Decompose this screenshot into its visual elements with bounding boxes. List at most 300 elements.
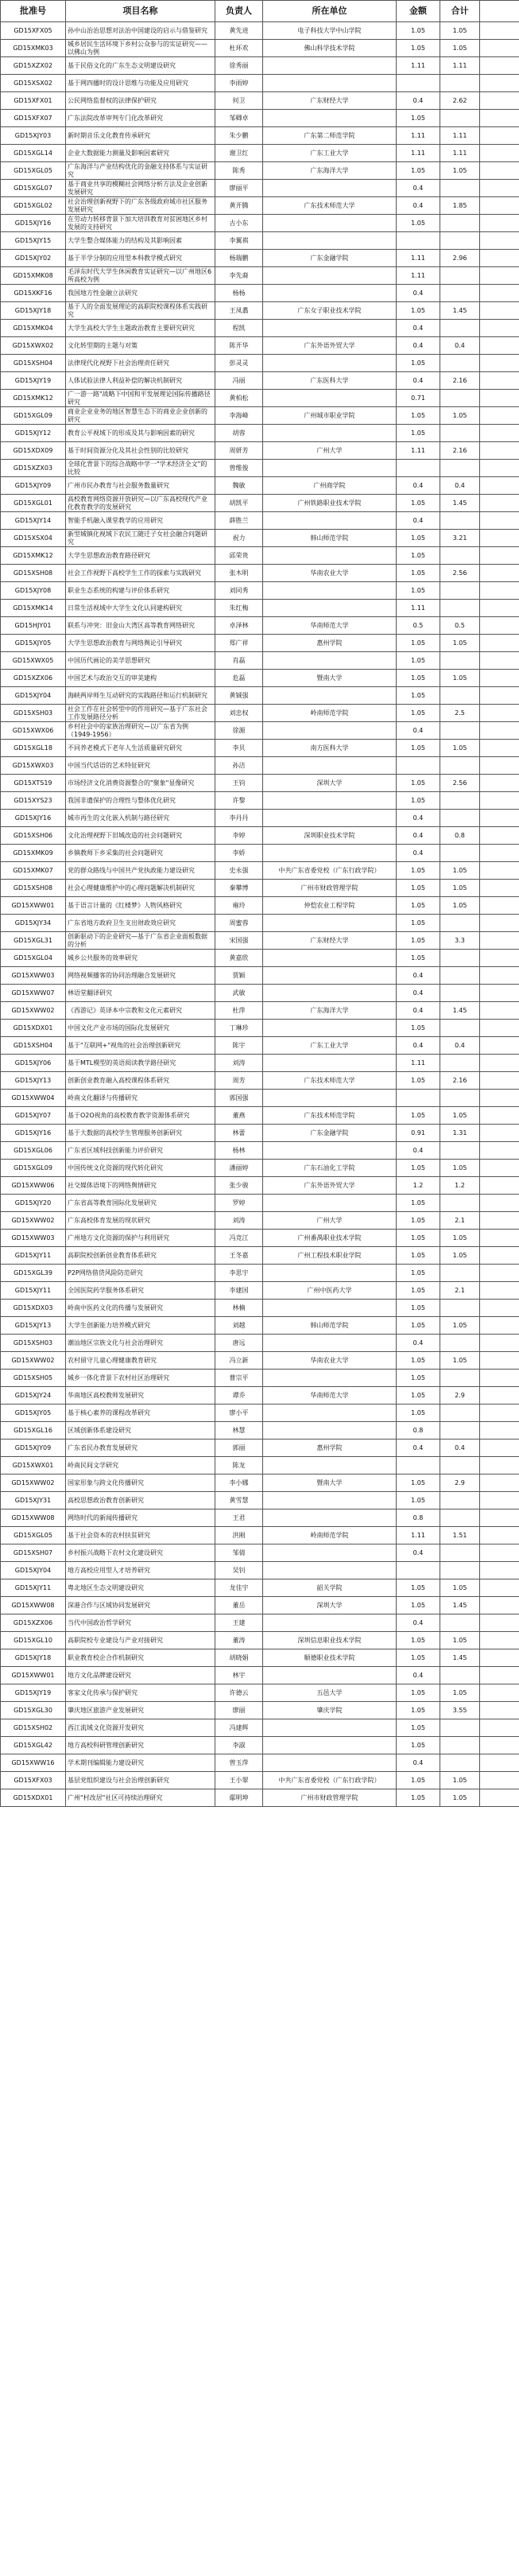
project-name: 职业教育校企合作机制研究 — [66, 1649, 215, 1667]
table-row — [1, 180, 519, 197]
table-row — [1, 1562, 519, 1579]
project-unit: 广东女子职业技术学院 — [263, 302, 397, 320]
project-unit — [263, 1737, 397, 1754]
project-person: 郭丽 — [215, 1440, 263, 1457]
project-unit: 惠州学院 — [263, 1440, 397, 1457]
project-unit — [263, 1457, 397, 1474]
project-code: GD15XWX02 — [1, 337, 66, 355]
project-unit — [263, 1055, 397, 1072]
project-person: 杜环欢 — [215, 40, 263, 57]
project-total: 1.11 — [440, 57, 480, 75]
project-name: 大学生高校大学生主题政治教育主要研究研究 — [66, 320, 215, 337]
table-row — [1, 1457, 519, 1474]
project-total: 1.05 — [440, 670, 480, 687]
project-total: 1.45 — [440, 1597, 480, 1614]
blank-cell — [480, 530, 519, 547]
project-unit: 广东金融学院 — [263, 1125, 397, 1142]
project-code: GD15XDX01 — [1, 1789, 66, 1807]
project-amount: 1.05 — [397, 1474, 440, 1492]
project-total: 2.16 — [440, 442, 480, 460]
project-amount: 1.05 — [397, 1072, 440, 1090]
project-unit: 广州城市职业学院 — [263, 407, 397, 425]
project-name: 不同养老模式下老年人生活质量研究研究 — [66, 740, 215, 757]
project-person: 黄柏松 — [215, 390, 263, 407]
project-person: 李翼祺 — [215, 232, 263, 250]
project-amount: 1.05 — [397, 775, 440, 792]
table-row — [1, 512, 519, 530]
project-total — [440, 810, 480, 827]
project-amount: 1.05 — [397, 652, 440, 670]
blank-cell — [480, 1492, 519, 1509]
project-unit — [263, 1335, 397, 1352]
project-total: 2.56 — [440, 565, 480, 582]
project-code: GD15XYS23 — [1, 792, 66, 810]
table-row — [1, 1614, 519, 1632]
project-total: 1.05 — [440, 1317, 480, 1335]
blank-cell — [480, 1649, 519, 1667]
project-total — [440, 1737, 480, 1754]
project-code: GD15XJY08 — [1, 582, 66, 600]
project-total: 1.11 — [440, 145, 480, 162]
project-amount: 1.05 — [397, 1247, 440, 1265]
project-total: 1.45 — [440, 495, 480, 512]
table-row — [1, 250, 519, 267]
project-person: 廖小平 — [215, 1405, 263, 1422]
blank-cell — [480, 1125, 519, 1142]
project-code: GD15XWW02 — [1, 1352, 66, 1370]
project-amount: 1.05 — [397, 792, 440, 810]
project-name: 高职院校创新创业教育体系研究 — [66, 1247, 215, 1265]
project-unit: 广东外语外贸大学 — [263, 1177, 397, 1195]
table-row — [1, 145, 519, 162]
project-amount: 1.05 — [397, 1737, 440, 1754]
project-name: 海峡两岸师生互动研究的实践路径和运行机制研究 — [66, 687, 215, 705]
project-total — [440, 757, 480, 775]
project-person: 黄铖强 — [215, 687, 263, 705]
project-total: 3.55 — [440, 1702, 480, 1719]
project-name: 广东省高等教育国际化发展研究 — [66, 1195, 215, 1212]
project-unit: 广东海洋大学 — [263, 162, 397, 180]
project-name: 中国当代话语的艺术特征研究 — [66, 757, 215, 775]
header-blank — [480, 1, 519, 22]
project-name: 法律现代化视野下社会治理责任研究 — [66, 355, 215, 372]
project-person: 唐远 — [215, 1335, 263, 1352]
project-name: 区域创新体系建设研究 — [66, 1422, 215, 1440]
table-row — [1, 1300, 519, 1317]
blank-cell — [480, 932, 519, 950]
blank-cell — [480, 495, 519, 512]
project-total — [440, 547, 480, 565]
project-name: 网络视频播客的协同治理融合发展研究 — [66, 967, 215, 985]
blank-cell — [480, 1387, 519, 1405]
project-person: 陈宇 — [215, 1037, 263, 1055]
blank-cell — [480, 1562, 519, 1579]
project-unit — [263, 1195, 397, 1212]
blank-cell — [480, 967, 519, 985]
blank-cell — [480, 722, 519, 740]
project-name: 高校思想政治教育创新研究 — [66, 1492, 215, 1509]
project-name: 新型城镇化视域下农民工随迁子女社会融合问题研究 — [66, 530, 215, 547]
table-row — [1, 1719, 519, 1737]
project-person: 许德云 — [215, 1684, 263, 1702]
project-amount: 1.05 — [397, 162, 440, 180]
project-unit: 广东工业大学 — [263, 1037, 397, 1055]
project-person: 杨杨 — [215, 285, 263, 302]
project-code: GD15XJY04 — [1, 1562, 66, 1579]
project-total: 1.05 — [440, 1352, 480, 1370]
project-unit: 韶关学院 — [263, 1579, 397, 1597]
table-row — [1, 302, 519, 320]
project-code: GD15XMK12 — [1, 547, 66, 565]
blank-cell — [480, 1667, 519, 1684]
project-total: 1.05 — [440, 1160, 480, 1177]
project-person: 林蕾 — [215, 1125, 263, 1142]
project-code: GD15XJY02 — [1, 250, 66, 267]
project-code: GD15XJY19 — [1, 372, 66, 390]
project-total — [440, 390, 480, 407]
project-amount: 1.11 — [397, 250, 440, 267]
project-amount: 0.4 — [397, 1754, 440, 1772]
project-unit — [263, 547, 397, 565]
project-amount: 1.05 — [397, 1300, 440, 1317]
blank-cell — [480, 1142, 519, 1160]
project-person: 王君 — [215, 1509, 263, 1527]
blank-cell — [480, 1614, 519, 1632]
project-code: GD15XGL06 — [1, 1142, 66, 1160]
project-name: 林语堂翻译研究 — [66, 985, 215, 1002]
project-name: 学术期刊编辑能力建设研究 — [66, 1754, 215, 1772]
project-amount: 1.11 — [397, 442, 440, 460]
project-unit — [263, 600, 397, 617]
project-person: 冯竞江 — [215, 1230, 263, 1247]
project-amount: 1.11 — [397, 1055, 440, 1072]
project-unit — [263, 1509, 397, 1527]
project-name: 基于MTL模型的英语阅读教学路径研究 — [66, 1055, 215, 1072]
project-total — [440, 285, 480, 302]
project-code: GD15XJY03 — [1, 127, 66, 145]
project-amount: 1.05 — [397, 932, 440, 950]
project-unit — [263, 180, 397, 197]
project-unit — [263, 1562, 397, 1579]
project-code: GD15XJY16 — [1, 1125, 66, 1142]
project-person: 李思宇 — [215, 1265, 263, 1282]
table-row — [1, 425, 519, 442]
project-person: 刘同秀 — [215, 582, 263, 600]
project-name: 城乡公共服务的效率研究 — [66, 950, 215, 967]
table-row — [1, 1352, 519, 1370]
table-row — [1, 1265, 519, 1282]
table-row — [1, 687, 519, 705]
project-name: 全球化背景下的综合战略中学一"学术经济全文"的比较 — [66, 460, 215, 477]
project-person: 王建 — [215, 1614, 263, 1632]
project-name: 肇庆地区旅游产业发展研究 — [66, 1702, 215, 1719]
table-row — [1, 897, 519, 915]
project-amount: 1.11 — [397, 127, 440, 145]
blank-cell — [480, 1317, 519, 1335]
table-row — [1, 1090, 519, 1107]
project-code: GD15XJY16 — [1, 810, 66, 827]
project-person: 陈秀 — [215, 162, 263, 180]
project-name: 中国历代画论的美学思想研究 — [66, 652, 215, 670]
project-person: 黄先进 — [215, 22, 263, 40]
project-code: GD15XSH04 — [1, 1037, 66, 1055]
project-unit — [263, 967, 397, 985]
table-row — [1, 1632, 519, 1649]
project-name: 深港合作与区域协同发展研究 — [66, 1597, 215, 1614]
project-code: GD15XJY14 — [1, 512, 66, 530]
project-person: 杨林 — [215, 1142, 263, 1160]
project-person: 丁琳珍 — [215, 1020, 263, 1037]
project-amount: 1.05 — [397, 670, 440, 687]
blank-cell — [480, 1474, 519, 1492]
project-total: 1.45 — [440, 302, 480, 320]
project-person: 魏敏 — [215, 477, 263, 495]
blank-cell — [480, 1579, 519, 1597]
project-name: 社会治理创新视野下的广东各级政府城市社区服务发展研究 — [66, 197, 215, 215]
project-code: GD15XWW07 — [1, 985, 66, 1002]
project-amount: 1.05 — [397, 547, 440, 565]
project-unit: 肇庆学院 — [263, 1702, 397, 1719]
project-person: 李建国 — [215, 1282, 263, 1300]
project-unit — [263, 810, 397, 827]
project-person: 陈开华 — [215, 337, 263, 355]
project-unit: 广州铁路职业技术学院 — [263, 495, 397, 512]
project-amount: 0.4 — [397, 285, 440, 302]
project-name: 城乡居民生活环境下乡村公众参与的实证研究——以佛山为例 — [66, 40, 215, 57]
project-unit — [263, 652, 397, 670]
blank-cell — [480, 1370, 519, 1387]
project-code: GD15XDX03 — [1, 1300, 66, 1317]
project-name: 大学生思想政治教育路径研究 — [66, 547, 215, 565]
project-unit: 仲恺农业工程学院 — [263, 897, 397, 915]
project-name: 毛泽东时代大学生休闲教育实证研究—以广州地区6所高校为例 — [66, 267, 215, 285]
project-name: 基于社会资本的农村扶贫研究 — [66, 1527, 215, 1544]
project-name: 商业企业业务的地区智慧生态下的商业企业创新的研究 — [66, 407, 215, 425]
project-unit — [263, 285, 397, 302]
blank-cell — [480, 1632, 519, 1649]
project-total: 1.05 — [440, 1579, 480, 1597]
project-code: GD15XGL05 — [1, 1527, 66, 1544]
project-total: 2.1 — [440, 1282, 480, 1300]
blank-cell — [480, 320, 519, 337]
table-row — [1, 845, 519, 862]
project-code: GD15XTS19 — [1, 775, 66, 792]
blank-cell — [480, 985, 519, 1002]
project-total — [440, 1055, 480, 1072]
project-unit: 广东技术师范大学 — [263, 1072, 397, 1090]
table-row — [1, 740, 519, 757]
project-total: 2.16 — [440, 372, 480, 390]
project-total: 1.05 — [440, 162, 480, 180]
blank-cell — [480, 617, 519, 635]
project-code: GD15XWW16 — [1, 1754, 66, 1772]
project-code: GD15XMK14 — [1, 600, 66, 617]
table-row — [1, 75, 519, 92]
project-total — [440, 1667, 480, 1684]
project-unit — [263, 757, 397, 775]
blank-cell — [480, 285, 519, 302]
project-unit: 岭南师范学院 — [263, 705, 397, 722]
project-amount: 1.11 — [397, 600, 440, 617]
project-amount — [397, 757, 440, 775]
project-person: 冯立新 — [215, 1352, 263, 1370]
project-unit — [263, 1492, 397, 1509]
project-amount: 0.4 — [397, 477, 440, 495]
project-unit: 广州大学 — [263, 442, 397, 460]
project-total: 1.11 — [440, 127, 480, 145]
project-person: 李娇 — [215, 845, 263, 862]
project-person: 王凤翥 — [215, 302, 263, 320]
table-row — [1, 1579, 519, 1597]
project-total: 3.3 — [440, 932, 480, 950]
project-name: 乡镇教师下乡采集的社会问题研究 — [66, 845, 215, 862]
project-code: GD15XSH05 — [1, 1370, 66, 1387]
table-row — [1, 1125, 519, 1142]
project-code: GD15XSH06 — [1, 827, 66, 845]
project-name: 党的群众路线与中国共产党执政能力建设研究 — [66, 862, 215, 880]
project-person: 徐秀丽 — [215, 57, 263, 75]
project-code: GD15XWW01 — [1, 1667, 66, 1684]
project-amount: 1.05 — [397, 1387, 440, 1405]
project-code: GD15XMK03 — [1, 40, 66, 57]
project-code: GD15XGL04 — [1, 950, 66, 967]
project-name: 广东海洋与产业结构优化的金融支持体系与实证研究 — [66, 162, 215, 180]
blank-cell — [480, 250, 519, 267]
project-amount: 0.4 — [397, 337, 440, 355]
project-name: 高职院校专业建设与产业对接研究 — [66, 1632, 215, 1649]
project-person: 刘忠权 — [215, 705, 263, 722]
blank-cell — [480, 337, 519, 355]
project-total — [440, 582, 480, 600]
project-code: GD15XDX01 — [1, 1020, 66, 1037]
project-name: 全国医院药学服务体系研究 — [66, 1282, 215, 1300]
project-unit — [263, 320, 397, 337]
project-total — [440, 75, 480, 92]
project-unit — [263, 1020, 397, 1037]
project-code: GD15XGL14 — [1, 145, 66, 162]
blank-cell — [480, 1195, 519, 1212]
project-amount: 1.11 — [397, 145, 440, 162]
blank-cell — [480, 845, 519, 862]
project-code: GD15XGL10 — [1, 1632, 66, 1649]
table-row — [1, 1195, 519, 1212]
table-row — [1, 40, 519, 57]
blank-cell — [480, 1177, 519, 1195]
project-code: GD15XZX03 — [1, 460, 66, 477]
project-name: 广一游一路"战略下中国和平发展理论国际传播路径研究 — [66, 390, 215, 407]
table-row — [1, 477, 519, 495]
project-person: 黄开腾 — [215, 197, 263, 215]
project-unit — [263, 1370, 397, 1387]
project-name: 城市再生的文化嵌入机制与路径研究 — [66, 810, 215, 827]
project-name: 地方高校科研管理创新研究 — [66, 1737, 215, 1754]
project-person: 杨瑞鹏 — [215, 250, 263, 267]
project-name: 基于核心素养的课程改革研究 — [66, 1405, 215, 1422]
project-amount: 1.05 — [397, 1649, 440, 1667]
project-total: 1.05 — [440, 1230, 480, 1247]
project-unit: 广州市财政管理学院 — [263, 1789, 397, 1807]
project-code: GD15XGL16 — [1, 1422, 66, 1440]
project-name: 岭南中医药文化的传播与发展研究 — [66, 1300, 215, 1317]
project-unit: 惠州学院 — [263, 635, 397, 652]
table-row — [1, 1684, 519, 1702]
project-person: 宋国强 — [215, 932, 263, 950]
project-amount: 0.4 — [397, 1440, 440, 1457]
table-row — [1, 915, 519, 932]
project-code: GD15XWW08 — [1, 1597, 66, 1614]
project-unit — [263, 582, 397, 600]
project-name: 我国地方性金融立法研究 — [66, 285, 215, 302]
project-amount: 0.4 — [397, 92, 440, 110]
project-name: 乡村振兴战略下农村文化建设研究 — [66, 1544, 215, 1562]
table-row — [1, 1160, 519, 1177]
project-total — [440, 355, 480, 372]
project-name: 大学生思想政治教育与网络舆论引导研究 — [66, 635, 215, 652]
project-total: 1.51 — [440, 1527, 480, 1544]
blank-cell — [480, 477, 519, 495]
project-amount: 1.05 — [397, 355, 440, 372]
project-code: GD15XDX09 — [1, 442, 66, 460]
project-person: 徐源 — [215, 722, 263, 740]
project-person: 董涛 — [215, 1632, 263, 1649]
project-unit: 南方医科大学 — [263, 740, 397, 757]
table-row — [1, 652, 519, 670]
project-person: 彭灵灵 — [215, 355, 263, 372]
table-row — [1, 162, 519, 180]
project-total: 0.8 — [440, 827, 480, 845]
project-name: 广东高校体育发展的现状研究 — [66, 1212, 215, 1230]
project-name: 农村留守儿童心理健康教育研究 — [66, 1352, 215, 1370]
table-row — [1, 582, 519, 600]
blank-cell — [480, 267, 519, 285]
project-name: 广州市民办教育与社会服务数量研究 — [66, 477, 215, 495]
project-code: GD15XSX04 — [1, 530, 66, 547]
table-row — [1, 1335, 519, 1352]
project-total — [440, 1265, 480, 1282]
project-name: 社会工作视野下高校学生工作的探索与实践研究 — [66, 565, 215, 582]
project-amount: 1.05 — [397, 302, 440, 320]
project-name: 中国艺术与政治交互的审美建构 — [66, 670, 215, 687]
project-code: GD15XJY11 — [1, 1579, 66, 1597]
project-code: GD15XGL30 — [1, 1702, 66, 1719]
project-total: 1.31 — [440, 1125, 480, 1142]
project-code: GD15XJY11 — [1, 1247, 66, 1265]
project-person: 林楠 — [215, 1300, 263, 1317]
project-person: 刘越 — [215, 1317, 263, 1335]
project-person: 鄢明坤 — [215, 1789, 263, 1807]
project-total — [440, 985, 480, 1002]
project-name: 地方文化品牌建设研究 — [66, 1667, 215, 1684]
project-name: 高校教育网络资源开放研究—以广东高校现代产业化教育教学的发展研究 — [66, 495, 215, 512]
table-row — [1, 460, 519, 477]
project-amount: 1.05 — [397, 22, 440, 40]
blank-cell — [480, 1754, 519, 1772]
project-person: 李婷 — [215, 827, 263, 845]
project-code: GD15XGL07 — [1, 180, 66, 197]
blank-cell — [480, 1702, 519, 1719]
project-total — [440, 687, 480, 705]
project-total: 0.4 — [440, 1037, 480, 1055]
project-unit: 深圳大学 — [263, 775, 397, 792]
project-unit — [263, 1667, 397, 1684]
project-name: 潮汕地区宗族文化与社会治理研究 — [66, 1335, 215, 1352]
project-amount: 0.4 — [397, 180, 440, 197]
project-person: 卓泽林 — [215, 617, 263, 635]
project-total — [440, 845, 480, 862]
project-unit — [263, 425, 397, 442]
blank-cell — [480, 1457, 519, 1474]
project-total: 2.1 — [440, 1212, 480, 1230]
